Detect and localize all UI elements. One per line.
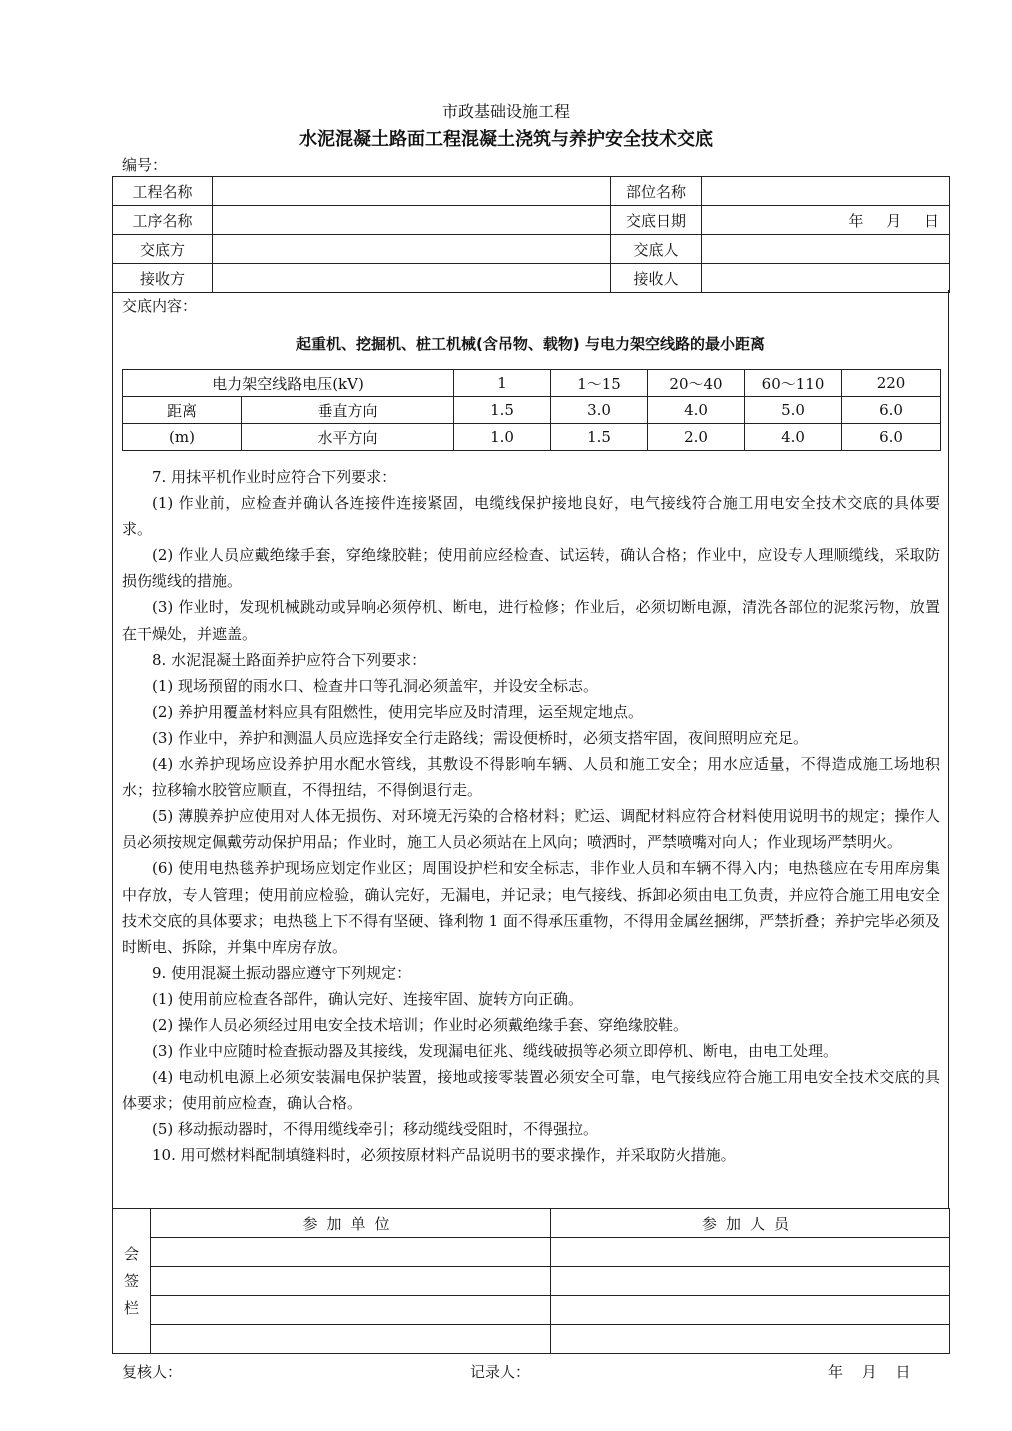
vertical-label: 垂直方向 xyxy=(242,397,454,424)
document-title: 水泥混凝土路面工程混凝土浇筑与养护安全技术交底 xyxy=(299,129,713,150)
vertical-row xyxy=(123,397,941,424)
discloser-field[interactable] xyxy=(702,235,950,264)
unit-field[interactable] xyxy=(151,1325,551,1354)
paragraph: (1) 使用前应检查各部件，确认完好、连接牢固、旋转方向正确。 xyxy=(152,989,584,1008)
voltage-label: 电力架空线路电压(kV) xyxy=(123,370,454,397)
voltage-cell: 60～110 xyxy=(745,370,842,397)
voltage-cell: 220 xyxy=(842,370,941,397)
signature-row xyxy=(113,1296,950,1325)
document-subtitle: 市政基础设施工程 xyxy=(441,102,570,121)
footer-date: 年 月 日 xyxy=(828,1363,911,1381)
discloser-party-field[interactable] xyxy=(213,235,611,264)
person-field[interactable] xyxy=(551,1296,950,1325)
horizontal-cell: 1.5 xyxy=(551,424,648,451)
receiver-field[interactable] xyxy=(702,264,950,293)
signature-table xyxy=(112,1208,950,1354)
receiver-label: 接收人 xyxy=(611,264,702,293)
paragraph: (1) 作业前，应检查并确认各连接件连接紧固，电缆线保护接地良好，电气接线符合施工用电安全技术交底的具体要求。 xyxy=(122,494,940,539)
paragraph: (3) 作业中应随时检查振动器及其接线，发现漏电征兆、缆线破损等必须立即停机、断电，由电工处理。 xyxy=(152,1042,839,1061)
paragraph: (6) 使用电热毯养护现场应划定作业区；周围设护栏和安全标志，非作业人员和车辆不得入内；电热毯应在专用库房集中存放，专人管理；使用前应检验，确认完好，无漏电，并记录；电气接线、拆卸必须由电工负责，并应符合施工用电安全技术交底的具体要求；电热毯上下不得有坚硬、锋利物 1 面不得承压重物，不得用金属丝捆绑，严禁折叠；养护完毕必须及时断电、拆除，并集中库房存放。 xyxy=(122,859,940,956)
unit-field[interactable] xyxy=(151,1238,551,1267)
signature-side-label xyxy=(113,1209,151,1354)
date-field[interactable]: 年 月 日 xyxy=(702,206,950,235)
content-heading: 交底内容： xyxy=(122,297,198,315)
voltage-cell: 20～40 xyxy=(648,370,745,397)
paragraph: (5) 移动振动器时，不得用缆线牵引；移动缆线受阻时，不得强拉。 xyxy=(152,1120,599,1139)
paragraph: (2) 养护用覆盖材料应具有阻燃性，使用完毕应及时清理，运至规定地点。 xyxy=(152,702,644,721)
distance-table xyxy=(122,369,941,451)
signature-header-row xyxy=(113,1209,950,1238)
content-paragraphs xyxy=(122,464,940,1169)
paragraph: (4) 水养护现场应设养护用水配水管线，其敷设不得影响车辆、人员和施工安全；用水应适量，不得造成施工场地积水；拉移输水胶管应顺直，不得扭结，不得倒退行走。 xyxy=(122,755,940,800)
reviewer-label: 复核人： xyxy=(122,1363,183,1381)
vertical-cell: 4.0 xyxy=(648,397,745,424)
horizontal-cell: 2.0 xyxy=(648,424,745,451)
info-row-discloser xyxy=(113,235,950,264)
side-char: 会 xyxy=(123,1244,139,1263)
paragraph: (2) 作业人员应戴绝缘手套，穿绝缘胶鞋；使用前应经检查、试运转，确认合格；作业中，应设专人理顺缆线，采取防损伤缆线的措施。 xyxy=(122,546,940,591)
discloser-party-label: 交底方 xyxy=(113,235,213,264)
paragraph: 8. 水泥混凝土路面养护应符合下列要求： xyxy=(152,650,427,669)
paragraph: (2) 操作人员必须经过用电安全技术培训；作业时必须戴绝缘手套、穿绝缘胶鞋。 xyxy=(152,1015,689,1034)
process-name-label: 工序名称 xyxy=(113,206,213,235)
signature-row xyxy=(113,1267,950,1296)
date-label: 交底日期 xyxy=(611,206,702,235)
paragraph: (3) 作业时，发现机械跳动或异响必须停机、断电，进行检修；作业后，必须切断电源，清洗各部位的泥浆污物，放置在干燥处，并遮盖。 xyxy=(122,598,940,643)
info-row-project xyxy=(113,177,950,206)
person-field[interactable] xyxy=(551,1238,950,1267)
person-column-header: 参加人员 xyxy=(551,1209,950,1238)
paragraph: (1) 现场预留的雨水口、检查井口等孔洞必须盖牢，并设安全标志。 xyxy=(152,676,599,695)
paragraph: (4) 电动机电源上必须安装漏电保护装置，接地或接零装置必须安全可靠，电气接线应符合施工用电安全技术交底的具体要求；使用前应检查，确认合格。 xyxy=(122,1068,940,1113)
voltage-cell: 1～15 xyxy=(551,370,648,397)
recorder-label: 记录人： xyxy=(470,1363,531,1381)
horizontal-cell: 6.0 xyxy=(842,424,941,451)
info-row-process xyxy=(113,206,950,235)
person-field[interactable] xyxy=(551,1267,950,1296)
serial-number-label: 编号： xyxy=(122,156,168,174)
paragraph: 9. 使用混凝土振动器应遵守下列规定： xyxy=(152,963,412,982)
info-table xyxy=(112,176,950,293)
paragraph: 7. 用抹平机作业时应符合下列要求： xyxy=(152,468,397,486)
paragraph: (3) 作业中，养护和测温人员应选择安全行走路线；需设便桥时，必须支搭牢固，夜间照明应充足。 xyxy=(152,728,809,747)
receiver-party-field[interactable] xyxy=(213,264,611,293)
side-char: 栏 xyxy=(123,1298,139,1317)
distance-unit-label: (m) xyxy=(123,424,242,451)
project-name-label: 工程名称 xyxy=(113,177,213,206)
process-name-field[interactable] xyxy=(213,206,611,235)
unit-field[interactable] xyxy=(151,1267,551,1296)
signature-row xyxy=(113,1325,950,1354)
signature-row xyxy=(113,1238,950,1267)
part-name-label: 部位名称 xyxy=(611,177,702,206)
unit-field[interactable] xyxy=(151,1296,551,1325)
disclosure-content-box xyxy=(112,290,949,1209)
side-char: 签 xyxy=(123,1271,139,1290)
vertical-cell: 3.0 xyxy=(551,397,648,424)
distance-table-title: 起重机、挖掘机、桩工机械(含吊物、载物) 与电力架空线路的最小距离 xyxy=(296,335,765,353)
part-name-field[interactable] xyxy=(702,177,950,206)
horizontal-label: 水平方向 xyxy=(242,424,454,451)
horizontal-row xyxy=(123,424,941,451)
project-name-field[interactable] xyxy=(213,177,611,206)
person-field[interactable] xyxy=(551,1325,950,1354)
horizontal-cell: 4.0 xyxy=(745,424,842,451)
discloser-label: 交底人 xyxy=(611,235,702,264)
distance-label: 距离 xyxy=(123,397,242,424)
paragraph: (5) 薄膜养护应使用对人体无损伤、对环境无污染的合格材料；贮运、调配材料应符合材料使用说明书的规定；操作人员必须按规定佩戴劳动保护用品；作业时，施工人员必须站在上风向；喷洒时，严禁喷嘴对向人；作业现场严禁明火。 xyxy=(122,807,940,852)
info-row-receiver xyxy=(113,264,950,293)
vertical-cell: 5.0 xyxy=(745,397,842,424)
receiver-party-label: 接收方 xyxy=(113,264,213,293)
voltage-cell: 1 xyxy=(454,370,551,397)
voltage-row xyxy=(123,370,941,397)
horizontal-cell: 1.0 xyxy=(454,424,551,451)
paragraph: 10. 用可燃材料配制填缝料时，必须按原材料产品说明书的要求操作，并采取防火措施。 xyxy=(152,1146,736,1165)
unit-column-header: 参加单位 xyxy=(151,1209,551,1238)
vertical-cell: 6.0 xyxy=(842,397,941,424)
vertical-cell: 1.5 xyxy=(454,397,551,424)
